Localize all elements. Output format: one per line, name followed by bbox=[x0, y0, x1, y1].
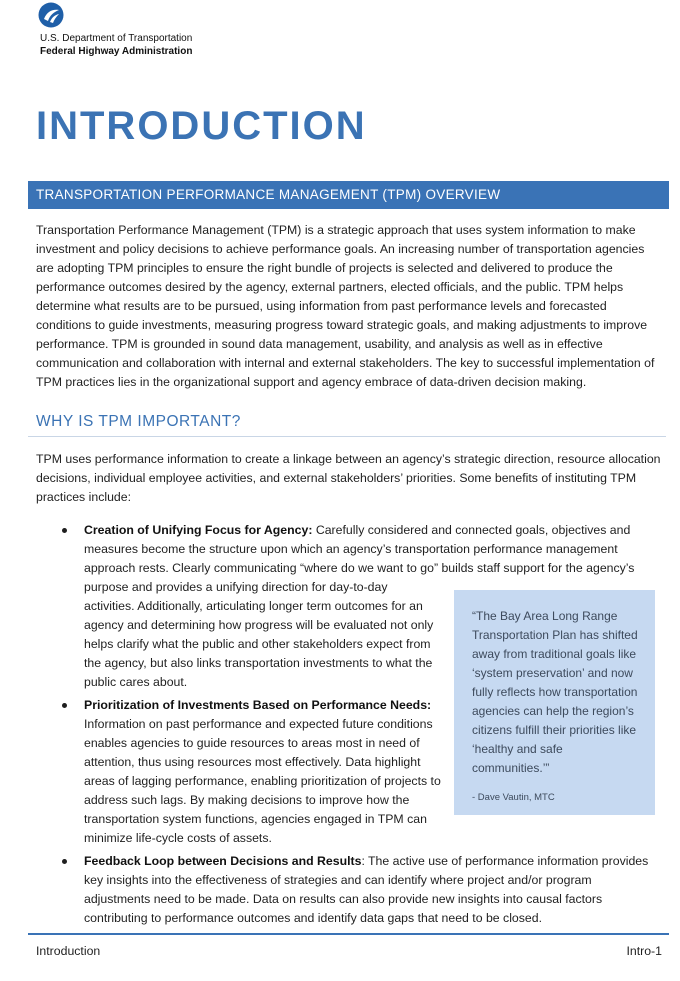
overview-paragraph: Transportation Performance Management (TPM) is a strategic approach that uses system information to make investment and policy decisions to achieve performance goals. An increasing number of transportation agencies are adopting TPM principles to ensure the right bundle of projects is selected and delivered to produce the performance outcomes desired by the agency, external partners, elected officials, and the public. TPM helps determine what results are to be pursued, using information from past performance levels and forecasted conditions to guide investments, measuring progress toward strategic goals, and making adjustments to improve performance. TPM is grounded in sound data management, usability, and analysis as well as in effective communication and collaboration with internal and external stakeholders. The key to successful implementation of TPM practices lies in the organizational support and agency embrace of data-driven decision making. bbox=[36, 223, 655, 389]
subheading: WHY IS TPM IMPORTANT? bbox=[36, 413, 241, 430]
bullet-text: Carefully considered and connected goals, objectives and measures become the structure upon which an agency’s transportation performance management approach rests. Clearly communicating “where do we want to go” builds staff support for the agency’s purpose and provides a unifying direction for day-to-day bbox=[84, 523, 635, 594]
bullet-dot bbox=[62, 703, 67, 708]
bullet-text: Information on past performance and expected future conditions enables agencies to guide resources to areas most in need of attention, thus using resources most effectively. Data highlight areas of lagging performance, enabling prioritization of projects to address such lags. By making decisions to improve how the transportation system functions, agencies engaged in TPM can minimize life-cycle costs of assets. bbox=[84, 717, 441, 845]
bullet-heading: Feedback Loop between Decisions and Results bbox=[84, 854, 362, 868]
agency-subname: Federal Highway Administration bbox=[40, 46, 193, 57]
bullet-text-continued: activities. Additionally, articulating longer term outcomes for an agency and determining how progress will be evaluated not only helps clarify what the public and other stakeholders expect from the agency, but also links transportation investments to what the public cares about. bbox=[84, 599, 434, 689]
bullet-heading: Creation of Unifying Focus for Agency: bbox=[84, 523, 313, 537]
quote-text: “The Bay Area Long Range Transportation Plan has shifted away from traditional goals like ‘system preservation’ and now fully reflects how transportation agencies can help the region’s citizens fulfill their priorities like ‘healthy and safe communities.’” bbox=[472, 609, 638, 775]
bullet-item-prioritization bbox=[84, 696, 446, 848]
page-title: INTRODUCTION bbox=[36, 104, 367, 148]
footer-section-name: Introduction bbox=[36, 944, 101, 958]
section-heading-band bbox=[28, 181, 669, 209]
bullet-dot bbox=[62, 859, 67, 864]
bullet-item-unifying-focus bbox=[84, 521, 654, 597]
footer-page-number: Intro-1 bbox=[626, 944, 662, 958]
importance-paragraph: TPM uses performance information to create a linkage between an agency’s strategic direction, resource allocation decisions, individual employee activities, and external stakeholders’ priorities. Some benefits of instituting TPM practices include: bbox=[36, 452, 661, 504]
bullet-item-feedback-loop bbox=[84, 852, 660, 928]
section-heading: TRANSPORTATION PERFORMANCE MANAGEMENT (TPM) OVERVIEW bbox=[36, 187, 501, 202]
agency-name: U.S. Department of Transportation bbox=[40, 33, 193, 44]
bullet-text: : The active use of performance information provides key insights into the effectiveness of strategies and can identify where project and/or program adjustments need to be made. Data on results can also provide new insights into causal factors contributing to performance outcomes and identify data gaps that need to be closed. bbox=[84, 854, 649, 925]
bullet-heading: Prioritization of Investments Based on Performance Needs: bbox=[84, 698, 432, 712]
bullet-dot bbox=[62, 528, 67, 533]
footer-divider bbox=[28, 933, 669, 935]
subheading-divider bbox=[28, 436, 666, 437]
quote-attribution: - Dave Vautin, MTC bbox=[472, 792, 555, 803]
usdot-logo-icon bbox=[38, 2, 64, 33]
quote-callout bbox=[454, 590, 655, 815]
